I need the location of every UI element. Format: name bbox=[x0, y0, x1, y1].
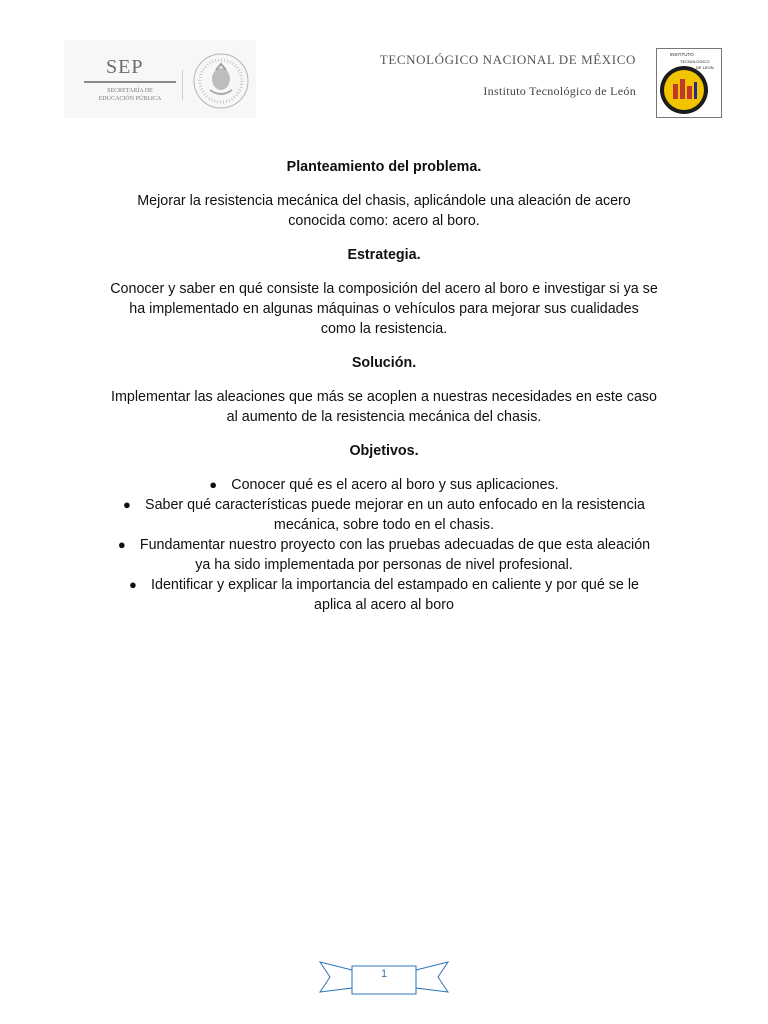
objective-text: Fundamentar nuestro proyecto con las pruebas adecuadas de que esta aleación ya ha sido implementada por personas de nivel profesional. bbox=[139, 537, 651, 573]
sep-logo-subtitle-line2: EDUCACIÓN PÚBLICA bbox=[98, 96, 162, 102]
page-number: 1 bbox=[380, 968, 388, 980]
bullet-icon: ● bbox=[129, 577, 137, 592]
solution-heading: Solución. bbox=[351, 355, 417, 371]
bullet-icon: ● bbox=[117, 537, 126, 552]
list-item bbox=[110, 495, 658, 535]
objective-text: Saber qué características puede mejorar en un auto enfocado en la resistencia mecánica, sobre todo en el chasis. bbox=[145, 497, 645, 533]
problem-heading: Planteamiento del problema. bbox=[286, 159, 482, 175]
strategy-text: Conocer y saber en qué consiste la composición del acero al boro e investigar si ya se ha implementado en algunas máquinas o vehículos para mejorar sus cualidades como la resistencia. bbox=[110, 281, 658, 337]
list-item bbox=[110, 475, 658, 495]
strategy-heading: Estrategia. bbox=[347, 247, 421, 263]
sep-logo-subtitle-line1: SECRETARÍA DE bbox=[107, 88, 153, 94]
sep-logo-divider bbox=[182, 70, 183, 100]
campus-title: Instituto Tecnológico de León bbox=[483, 84, 636, 98]
mexico-seal-icon bbox=[192, 52, 250, 110]
objectives-list bbox=[110, 475, 658, 615]
document-body bbox=[110, 157, 658, 615]
bullet-icon: ● bbox=[209, 477, 218, 492]
objective-text: Identificar y explicar la importancia del estampado en caliente y por qué se le aplica al acero al boro bbox=[151, 577, 639, 613]
institution-title: TECNOLÓGICO NACIONAL DE MÉXICO bbox=[379, 52, 636, 67]
list-item bbox=[110, 575, 658, 615]
objective-text: Conocer qué es el acero al boro y sus aplicaciones. bbox=[231, 477, 559, 493]
itl-logo-icon bbox=[656, 48, 722, 118]
list-item bbox=[110, 535, 658, 575]
bullet-icon: ● bbox=[123, 497, 131, 512]
solution-text: Implementar las aleaciones que más se acoplen a nuestras necesidades en este caso al aumento de la resistencia mecánica del chasis. bbox=[111, 389, 657, 425]
sep-logo-subtitle bbox=[80, 87, 180, 103]
objectives-heading: Objetivos. bbox=[349, 443, 419, 459]
sep-logo-rule bbox=[84, 81, 176, 83]
page-header bbox=[0, 0, 768, 130]
itl-logo-text-1: INSTITUTO bbox=[670, 52, 694, 57]
itl-logo-text-2: TECNOLOGICO bbox=[680, 59, 710, 64]
sep-logo-title: SEP bbox=[106, 56, 144, 78]
problem-text: Mejorar la resistencia mecánica del chasis, aplicándole una aleación de acero conocida como: acero al boro. bbox=[137, 193, 631, 229]
sep-logo bbox=[64, 40, 256, 118]
itl-logo-text-3: DE LEON bbox=[696, 65, 714, 70]
